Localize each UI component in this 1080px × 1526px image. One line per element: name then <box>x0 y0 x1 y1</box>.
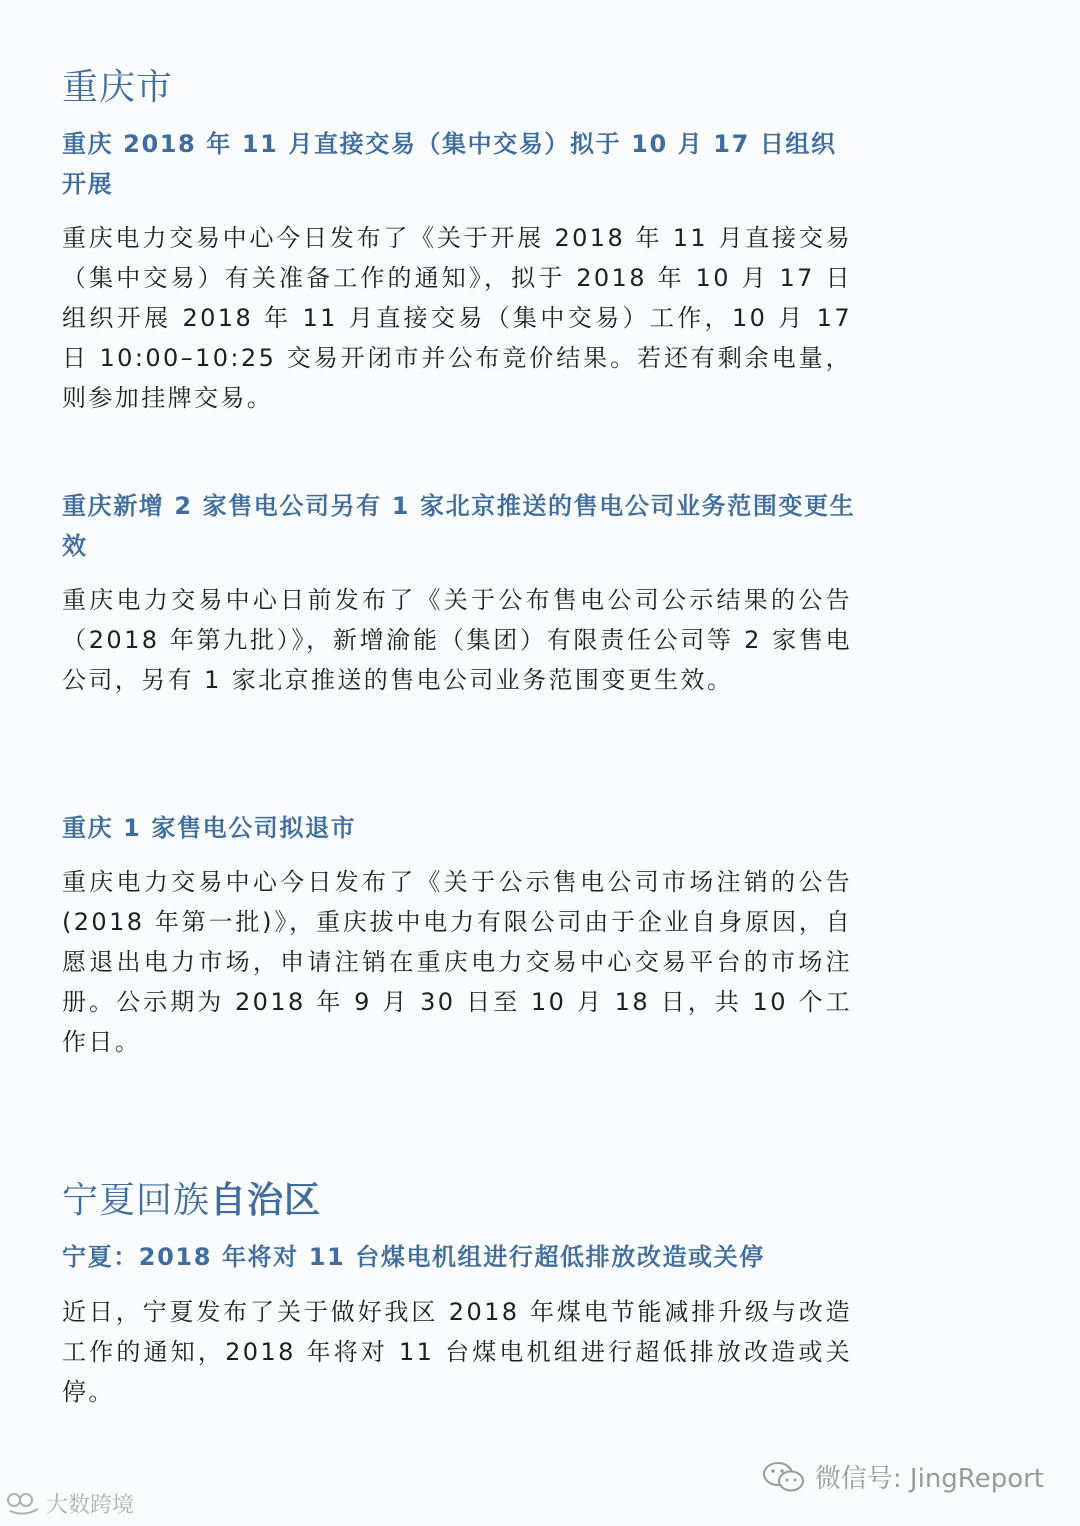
article-body: 重庆电力交易中心今日发布了《关于公示售电公司市场注销的公告(2018 年第一批)》，重庆拔中电力有限公司由于企业自身原因，自愿退出电力市场，申请注销在重庆电力交易中心交易平台的市场注册。公示期为 2018 年 9 月 30 日至 10 月 18 日，共 10 个工作日。 <box>62 868 852 1056</box>
article-headline: 重庆 2018 年 11 月直接交易（集中交易）拟于 10 月 17 日组织开展 <box>62 130 837 198</box>
article-headline: 重庆 1 家售电公司拟退市 <box>62 814 357 842</box>
region-title-chongqing: 重庆市 <box>62 67 174 108</box>
article-body: 近日，宁夏发布了关于做好我区 2018 年煤电节能减排升级与改造工作的通知，2018 年将对 11 台煤电机组进行超低排放改造或关停。 <box>62 1298 852 1406</box>
region-title-plain: 宁夏回族 <box>62 1180 211 1221</box>
region-title-bold: 自治区 <box>210 1180 322 1221</box>
wechat-watermark <box>761 1458 1044 1495</box>
article-body: 重庆电力交易中心今日发布了《关于开展 2018 年 11 月直接交易（集中交易）有关准备工作的通知》，拟于 2018 年 10 月 17 日组织开展 2018 年 11 月直接交易（集中交易）工作，10 月 17 日 10:00–10:25 交易开闭市并公布竞价结果。若还有剩余电量，则参加挂牌交易。 <box>62 224 852 412</box>
wechat-icon <box>761 1460 807 1494</box>
logo-icon <box>6 1491 42 1517</box>
corner-logo <box>6 1488 134 1519</box>
article-headline: 重庆新增 2 家售电公司另有 1 家北京推送的售电公司业务范围变更生效 <box>62 492 856 560</box>
watermark-text: 微信号: JingReport <box>814 1464 1044 1494</box>
article-headline: 宁夏：2018 年将对 11 台煤电机组进行超低排放改造或关停 <box>62 1243 765 1271</box>
article-body: 重庆电力交易中心日前发布了《关于公布售电公司公示结果的公告（2018 年第九批）》，新增渝能（集团）有限责任公司等 2 家售电公司，另有 1 家北京推送的售电公司业务范围变更生效。 <box>62 586 852 694</box>
region-title-ningxia <box>62 1180 322 1221</box>
corner-logo-text: 大数跨境 <box>46 1493 135 1518</box>
